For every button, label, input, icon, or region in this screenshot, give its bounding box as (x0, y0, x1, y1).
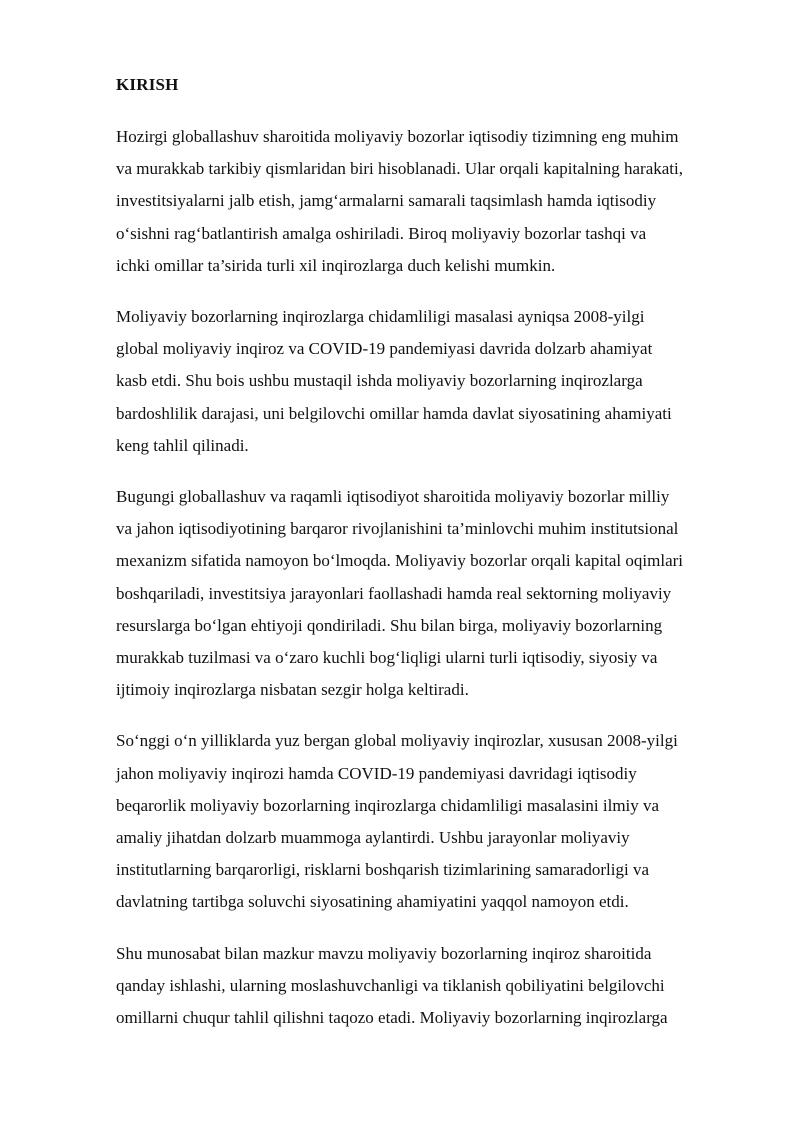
text-line: bardoshlilik darajasi, uni belgilovchi omillar hamda davlat siyosatining ahamiyati (116, 403, 672, 423)
text-line: global moliyaviy inqiroz va COVID-19 pandemiyasi davrida dolzarb ahamiyat (116, 339, 653, 359)
text-line: Shu munosabat bilan mazkur mavzu moliyaviy bozorlarning inqiroz sharoitida (116, 943, 652, 963)
paragraph-5 (116, 938, 728, 1035)
text-line: va murakkab tarkibiy qismlaridan biri hisoblanadi. Ular orqali kapitalning harakati, (116, 159, 683, 179)
text-line: mexanizm sifatida namoyon bo‘lmoqda. Moliyaviy bozorlar orqali kapital oqimlari (116, 551, 683, 571)
text-line: ijtimoiy inqirozlarga nisbatan sezgir holga keltiradi. (116, 680, 469, 700)
text-line: Bugungi globallashuv va raqamli iqtisodiyot sharoitida moliyaviy bozorlar milliy (116, 487, 670, 507)
text-line: qanday ishlashi, ularning moslashuvchanligi va tiklanish qobiliyatini belgilovchi (116, 975, 665, 995)
section-heading: KIRISH (116, 75, 179, 94)
text-line: davlatning tartibga soluvchi siyosatining ahamiyatini yaqqol namoyon etdi. (116, 892, 629, 912)
text-line: institutlarning barqarorligi, risklarni boshqarish tizimlarining samaradorligi va (116, 860, 650, 880)
paragraph-2 (116, 301, 728, 462)
paragraph-3 (116, 481, 728, 706)
text-line: kasb etdi. Shu bois ushbu mustaqil ishda moliyaviy bozorlarning inqirozlarga (116, 371, 643, 391)
document-body (116, 74, 728, 1053)
text-line: boshqariladi, investitsiya jarayonlari faollashadi hamda real sektorning moliyaviy (116, 583, 672, 603)
text-line: Hozirgi globallashuv sharoitida moliyaviy bozorlar iqtisodiy tizimning eng muhim (116, 127, 679, 146)
text-line: ichki omillar ta’sirida turli xil inqirozlarga duch kelishi mumkin. (116, 255, 556, 275)
text-line: va jahon iqtisodiyotining barqaror rivojlanishini ta’minlovchi muhim institutsional (116, 519, 679, 539)
text-line: beqarorlik moliyaviy bozorlarning inqirozlarga chidamliligi masalasini ilmiy va (116, 795, 660, 815)
text-line: keng tahlil qilinadi. (116, 435, 249, 455)
text-line: omillarni chuqur tahlil qilishni taqozo etadi. Moliyaviy bozorlarning inqirozlarga (116, 1008, 668, 1028)
paragraph-4 (116, 725, 728, 918)
paragraph-1 (116, 121, 728, 282)
text-line: murakkab tuzilmasi va o‘zaro kuchli bog‘liqligi ularni turli iqtisodiy, siyosiy va (116, 648, 658, 668)
text-line: jahon moliyaviy inqirozi hamda COVID-19 pandemiyasi davridagi iqtisodiy (116, 763, 637, 783)
text-line: o‘sishni rag‘batlantirish amalga oshiriladi. Biroq moliyaviy bozorlar tashqi va (116, 223, 647, 243)
text-line: investitsiyalarni jalb etish, jamg‘armalarni samarali taqsimlash hamda iqtisodiy (116, 191, 657, 211)
text-line: So‘nggi o‘n yilliklarda yuz bergan global moliyaviy inqirozlar, xususan 2008-yilgi (116, 731, 678, 751)
text-line: amaliy jihatdan dolzarb muammoga aylantirdi. Ushbu jarayonlar moliyaviy (116, 828, 630, 848)
text-line: Moliyaviy bozorlarning inqirozlarga chidamliligi masalasi ayniqsa 2008-yilgi (116, 307, 645, 327)
text-line: resurslarga bo‘lgan ehtiyoji qondiriladi. Shu bilan birga, moliyaviy bozorlarning (116, 615, 663, 635)
